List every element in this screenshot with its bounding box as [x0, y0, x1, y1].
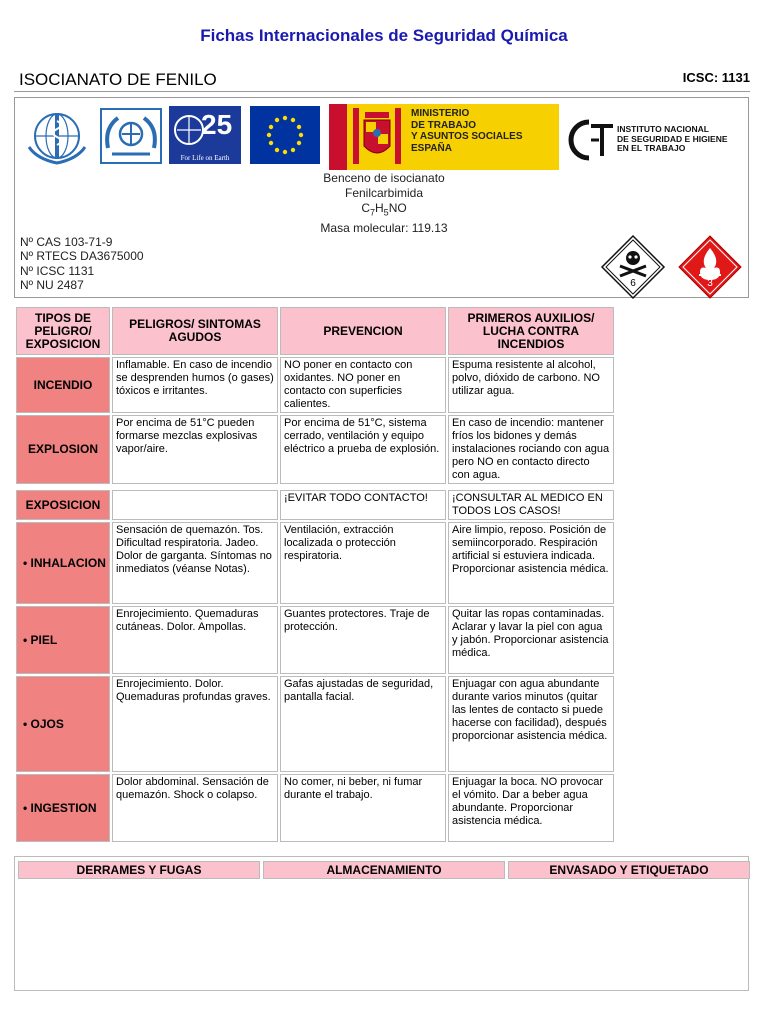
- row-label-incendio: INCENDIO: [16, 357, 110, 413]
- cell-hazards: Por encima de 51°C pueden formarse mezclas explosivas vapor/aire.: [112, 415, 278, 484]
- header-type: TIPOS DE PELIGRO/ EXPOSICION: [16, 307, 110, 355]
- row-label-text: PIEL: [30, 632, 58, 647]
- table-row: [16, 774, 614, 842]
- page-title: Fichas Internacionales de Seguridad Química: [200, 26, 568, 45]
- row-label-ingestion: [16, 774, 110, 842]
- divider: [14, 91, 750, 92]
- bullet: •: [23, 632, 28, 647]
- insht-line-2: DE SEGURIDAD E HIGIENE: [617, 133, 728, 144]
- ministerio-line-1: MINISTERIO: [411, 108, 470, 119]
- section-envasado: ENVASADO Y ETIQUETADO: [508, 861, 750, 879]
- table-row: [16, 415, 614, 484]
- header-prevention: PREVENCION: [280, 307, 446, 355]
- cell-first-aid: Enjuagar con agua abundante durante varios minutos (quitar las lentes de contacto si puede hacerse con facilidad), después proporcionar asistencia médica.: [448, 676, 614, 772]
- cell-prevention: Guantes protectores. Traje de protección.: [280, 606, 446, 674]
- row-label-ojos: [16, 676, 110, 772]
- cell-first-aid: Espuma resistente al alcohol, polvo, dióxido de carbono. NO utilizar agua.: [448, 357, 614, 413]
- cell-prevention: Ventilación, extracción localizada o protección respiratoria.: [280, 522, 446, 604]
- cell-first-aid: Quitar las ropas contaminadas. Aclarar y lavar la piel con agua y jabón. Proporcionar asistencia médica.: [448, 606, 614, 674]
- cell-hazards: Inflamable. En caso de incendio se desprenden humos (o gases) tóxicos e irritantes.: [112, 357, 278, 413]
- cell-hazards: Dolor abdominal. Sensación de quemazón. Shock o colapso.: [112, 774, 278, 842]
- flammable-class: 3: [707, 278, 713, 289]
- cell-prevention: Gafas ajustadas de seguridad, pantalla facial.: [280, 676, 446, 772]
- insht-logo: [567, 118, 747, 162]
- molecular-formula: $C_7H_5NO$: [361, 201, 407, 218]
- table-row: [16, 676, 614, 772]
- insht-line-3: EN EL TRABAJO: [617, 143, 686, 153]
- unep-logo: [169, 106, 241, 164]
- header-hazards: PELIGROS/ SINTOMAS AGUDOS: [112, 307, 278, 355]
- icsc-code: ICSC: 1131: [682, 70, 750, 85]
- cell-prevention: Por encima de 51°C, sistema cerrado, ventilación y equipo eléctrico a prueba de explosión.: [280, 415, 446, 484]
- row-label-piel: [16, 606, 110, 674]
- cell-hazards: [112, 490, 278, 520]
- synonym-2: Fenilcarbimida: [344, 186, 424, 200]
- spacer-row: [16, 486, 614, 488]
- bullet: •: [23, 800, 28, 815]
- row-label-inhalacion: [16, 522, 110, 604]
- toxic-hazard-symbol: [600, 234, 666, 300]
- ilo-logo: [100, 108, 162, 164]
- cell-prevention: No comer, ni beber, ni fumar durante el trabajo.: [280, 774, 446, 842]
- icsc-number: Nº ICSC 1131: [20, 263, 95, 278]
- table-row: [16, 606, 614, 674]
- ministerio-line-4: ESPAÑA: [411, 142, 452, 154]
- molar-mass: Masa molecular: 119.13: [320, 221, 448, 235]
- ministerio-line-3: Y ASUNTOS SOCIALES: [411, 131, 523, 142]
- table-row: [16, 490, 614, 520]
- chemical-name: ISOCIANATO DE FENILO: [19, 70, 217, 89]
- ministerio-logo: [329, 104, 559, 170]
- flammable-hazard-symbol: [677, 234, 743, 300]
- cas-number: Nº CAS 103-71-9: [20, 235, 113, 249]
- eu-flag-logo: [250, 106, 320, 164]
- bullet: •: [23, 716, 28, 731]
- ministerio-line-2: DE TRABAJO: [411, 119, 477, 131]
- section-almacenamiento: ALMACENAMIENTO: [263, 861, 505, 879]
- cell-first-aid: Enjuagar la boca. NO provocar el vómito. Dar a beber agua abundante. Proporcionar asistencia médica.: [448, 774, 614, 842]
- insht-line-1: INSTITUTO NACIONAL: [617, 124, 709, 134]
- row-label-exposicion: EXPOSICION: [16, 490, 110, 520]
- insht-text: [617, 125, 728, 154]
- section-derrames: DERRAMES Y FUGAS: [18, 861, 260, 879]
- cell-first-aid: ¡CONSULTAR AL MEDICO EN TODOS LOS CASOS!: [448, 490, 614, 520]
- ministerio-text: [411, 108, 523, 154]
- synonym-1: Benceno de isocianato: [323, 171, 445, 185]
- bullet: •: [23, 555, 28, 570]
- row-label-text: INGESTION: [30, 800, 97, 815]
- table-row: [16, 522, 614, 604]
- insht-abbr: [567, 118, 568, 119]
- cell-prevention: NO poner en contacto con oxidantes. NO poner en contacto con superficies calientes.: [280, 357, 446, 413]
- table-row: [16, 357, 614, 413]
- cell-first-aid: Aire limpio, reposo. Posición de semiincorporado. Respiración artificial si estuviera indicada. Proporcionar asistencia médica.: [448, 522, 614, 604]
- nu-number: Nº NU 2487: [20, 277, 84, 292]
- identifier-list: [20, 235, 144, 292]
- rtecs-number: Nº RTECS DA3675000: [20, 249, 144, 264]
- cell-hazards: Enrojecimiento. Dolor. Quemaduras profundas graves.: [112, 676, 278, 772]
- cell-prevention: ¡EVITAR TODO CONTACTO!: [280, 490, 446, 520]
- row-label-text: INHALACION: [30, 555, 106, 570]
- who-logo: [22, 106, 92, 166]
- cell-hazards: Sensación de quemazón. Tos. Dificultad respiratoria. Jadeo. Dolor de garganta. Síntomas no inmediatos (véanse Notas).: [112, 522, 278, 604]
- unep-tagline: For Life on Earth: [180, 154, 230, 162]
- cell-first-aid: En caso de incendio: mantener fríos los bidones y demás instalaciones rociando con agua pero NO en contacto directo con agua.: [448, 415, 614, 484]
- table-header-row: [16, 307, 614, 355]
- hazard-table: [14, 305, 616, 844]
- cell-hazards: Enrojecimiento. Quemaduras cutáneas. Dolor. Ampollas.: [112, 606, 278, 674]
- header-first-aid: PRIMEROS AUXILIOS/ LUCHA CONTRA INCENDIOS: [448, 307, 614, 355]
- row-label-explosion: EXPLOSION: [16, 415, 110, 484]
- row-label-text: OJOS: [30, 716, 64, 731]
- toxic-class: 6: [630, 278, 636, 289]
- unep-number: 25: [201, 109, 233, 140]
